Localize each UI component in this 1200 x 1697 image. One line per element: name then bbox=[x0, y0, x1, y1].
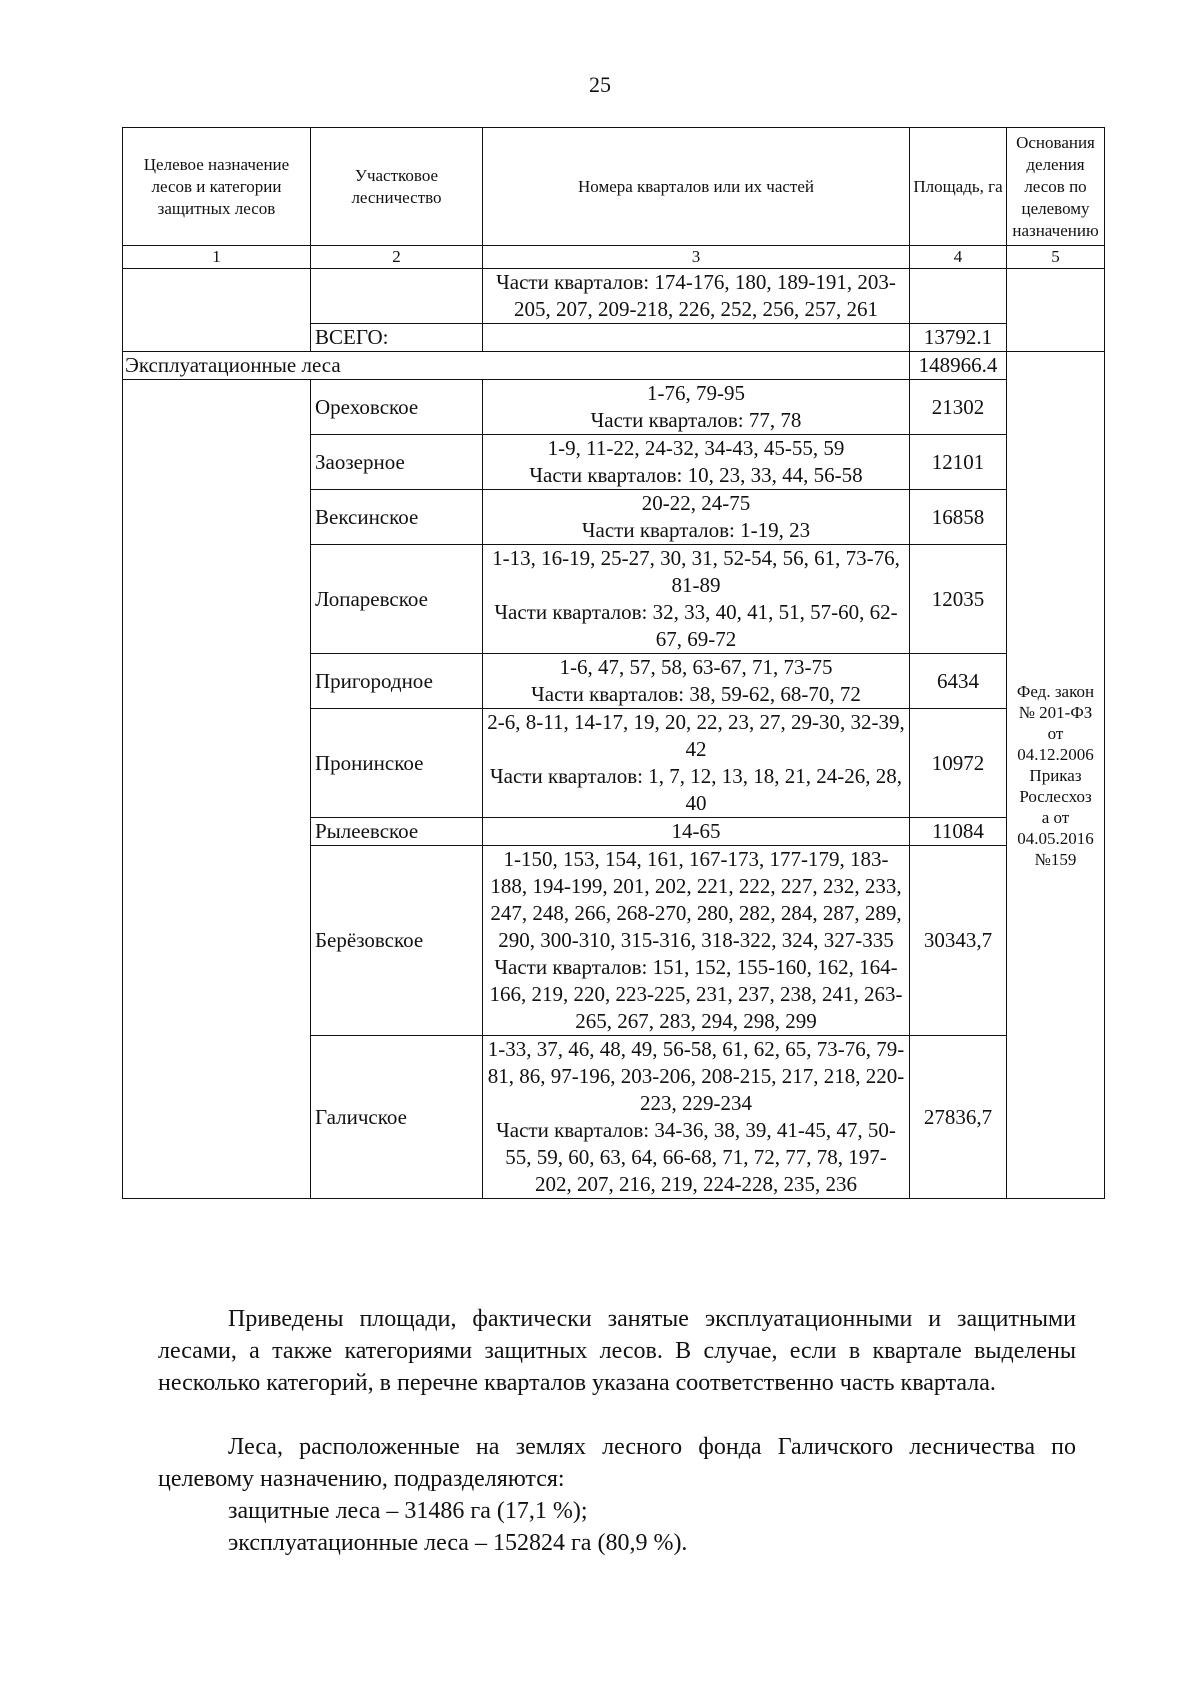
empty-cell bbox=[910, 269, 1007, 324]
area-cell: 16858 bbox=[910, 490, 1007, 545]
section-area: 148966.4 bbox=[910, 352, 1007, 380]
forestry-name: Пронинское bbox=[311, 709, 483, 818]
section-label: Эксплуатационные леса bbox=[123, 352, 910, 380]
forestry-name: Вексинское bbox=[311, 490, 483, 545]
basis-line: а от bbox=[1041, 807, 1070, 827]
quarters-line: Части кварталов: 77, 78 bbox=[590, 408, 802, 432]
paragraph-area-note: Приведены площади, фактически занятые эксплуатационными и защитными лесами, а также категориями защитных лесов. В случае, если в квартале выделены несколько категорий, в перечне кварталов указана соответственно часть квартала. bbox=[158, 1306, 1076, 1396]
quarters-line: 14-65 bbox=[671, 819, 721, 843]
column-number: 3 bbox=[483, 246, 910, 269]
column-number: 4 bbox=[910, 246, 1007, 269]
area-cell: 30343,7 bbox=[910, 846, 1007, 1036]
exploitation-forests-line: эксплуатационные леса – 152824 га (80,9 %). bbox=[228, 1530, 688, 1556]
empty-cell bbox=[311, 269, 483, 324]
forestry-name: Лопаревское bbox=[311, 545, 483, 654]
empty-cell bbox=[483, 324, 910, 352]
quarters-line: Части кварталов: 1-19, 23 bbox=[581, 518, 811, 542]
area-cell: 11084 bbox=[910, 818, 1007, 846]
table-header-row bbox=[123, 128, 1105, 246]
quarters-line: 1-6, 47, 57, 58, 63-67, 71, 73-75 bbox=[559, 655, 833, 679]
column-number: 2 bbox=[311, 246, 483, 269]
quarters-line: Части кварталов: 10, 23, 33, 44, 56-58 bbox=[529, 463, 863, 487]
basis-line: 04.05.2016 bbox=[1017, 828, 1094, 848]
basis-line: №159 bbox=[1034, 849, 1077, 869]
forest-purpose-table bbox=[122, 127, 1105, 1199]
quarters-cell bbox=[483, 380, 910, 435]
empty-cell bbox=[1007, 269, 1105, 352]
area-cell: 10972 bbox=[910, 709, 1007, 818]
quarters-line: 1-33, 37, 46, 48, 49, 56-58, 61, 62, 65, 73-76, 79-81, 86, 97-196, 203-206, 208-215, 217, 218, 220-223, 229-234 bbox=[487, 1037, 905, 1115]
quarters-cell bbox=[483, 490, 910, 545]
area-cell: 21302 bbox=[910, 380, 1007, 435]
column-number-row bbox=[123, 246, 1105, 269]
quarters-cell bbox=[483, 818, 910, 846]
quarters-cell bbox=[483, 1036, 910, 1199]
quarters-line: 1-150, 153, 154, 161, 167-173, 177-179, 183-188, 194-199, 201, 202, 221, 222, 227, 232, 233, 247, 248, 266, 268-270, 280, 282, 284, 287, 289, 290, 300-310, 315-316, 318-322, 324, 327-335 bbox=[490, 847, 902, 952]
quarters-cell: Части кварталов: 174-176, 180, 189-191, 203-205, 207, 209-218, 226, 252, 256, 257, 261 bbox=[483, 269, 910, 324]
quarters-line: Части кварталов: 1, 7, 12, 13, 18, 21, 24-26, 28, 40 bbox=[489, 764, 902, 815]
total-label: ВСЕГО: bbox=[311, 324, 483, 352]
forestry-name: Ореховское bbox=[311, 380, 483, 435]
table-row bbox=[123, 269, 1105, 324]
header-basis: Основания деления лесов по целевому назначению bbox=[1007, 128, 1105, 246]
forestry-name: Галичское bbox=[311, 1036, 483, 1199]
area-cell: 12035 bbox=[910, 545, 1007, 654]
quarters-line: Части кварталов: 151, 152, 155-160, 162, 164-166, 219, 220, 223-225, 231, 237, 238, 241, 263-265, 267, 283, 294, 298, 299 bbox=[489, 955, 903, 1033]
basis-line: Фед. закон bbox=[1016, 681, 1095, 701]
forestry-name: Берёзовское bbox=[311, 846, 483, 1036]
forestry-name: Рылеевское bbox=[311, 818, 483, 846]
quarters-cell bbox=[483, 545, 910, 654]
basis-cell bbox=[1007, 352, 1105, 1199]
quarters-line: 2-6, 8-11, 14-17, 19, 20, 22, 23, 27, 29-30, 32-39, 42 bbox=[487, 710, 905, 761]
basis-line: от bbox=[1047, 723, 1064, 743]
empty-cell bbox=[123, 269, 311, 352]
quarters-line: 1-13, 16-19, 25-27, 30, 31, 52-54, 56, 61, 73-76, 81-89 bbox=[492, 546, 900, 597]
basis-line: Приказ bbox=[1029, 765, 1082, 785]
protective-forests-line: защитные леса – 31486 га (17,1 %); bbox=[228, 1498, 588, 1524]
table-row bbox=[123, 380, 1105, 435]
column-number: 1 bbox=[123, 246, 311, 269]
header-quarters: Номера кварталов или их частей bbox=[483, 128, 910, 246]
forestry-name: Пригородное bbox=[311, 654, 483, 709]
quarters-line: Части кварталов: 34-36, 38, 39, 41-45, 47, 50-55, 59, 60, 63, 64, 66-68, 71, 72, 77, 78, 197-202, 207, 216, 219, 224-228, 235, 236 bbox=[496, 1118, 896, 1196]
section-row bbox=[123, 352, 1105, 380]
header-area: Площадь, га bbox=[910, 128, 1007, 246]
quarters-line: 1-9, 11-22, 24-32, 34-43, 45-55, 59 bbox=[547, 436, 845, 460]
page-number: 25 bbox=[589, 72, 611, 97]
quarters-line: 20-22, 24-75 bbox=[641, 491, 751, 515]
header-purpose: Целевое назначение лесов и категории защитных лесов bbox=[123, 128, 311, 246]
total-area: 13792.1 bbox=[910, 324, 1007, 352]
column-number: 5 bbox=[1007, 246, 1105, 269]
quarters-cell bbox=[483, 435, 910, 490]
area-cell: 27836,7 bbox=[910, 1036, 1007, 1199]
area-cell: 12101 bbox=[910, 435, 1007, 490]
basis-line: Рослесхоз bbox=[1019, 786, 1092, 806]
quarters-line: 1-76, 79-95 bbox=[647, 381, 745, 405]
quarters-line: Части кварталов: 32, 33, 40, 41, 51, 57-60, 62-67, 69-72 bbox=[494, 600, 898, 651]
basis-line: 04.12.2006 bbox=[1017, 744, 1094, 764]
empty-cell bbox=[123, 380, 311, 1199]
area-cell: 6434 bbox=[910, 654, 1007, 709]
quarters-cell bbox=[483, 846, 910, 1036]
paragraph-forest-division: Леса, расположенные на землях лесного фонда Галичского лесничества по целевому назначению, подразделяются: bbox=[158, 1434, 1076, 1492]
forestry-name: Заозерное bbox=[311, 435, 483, 490]
basis-line: № 201-ФЗ bbox=[1018, 702, 1093, 722]
quarters-cell bbox=[483, 654, 910, 709]
quarters-line: Части кварталов: 38, 59-62, 68-70, 72 bbox=[531, 682, 861, 706]
quarters-cell bbox=[483, 709, 910, 818]
header-forestry: Участковое лесничество bbox=[311, 128, 483, 246]
